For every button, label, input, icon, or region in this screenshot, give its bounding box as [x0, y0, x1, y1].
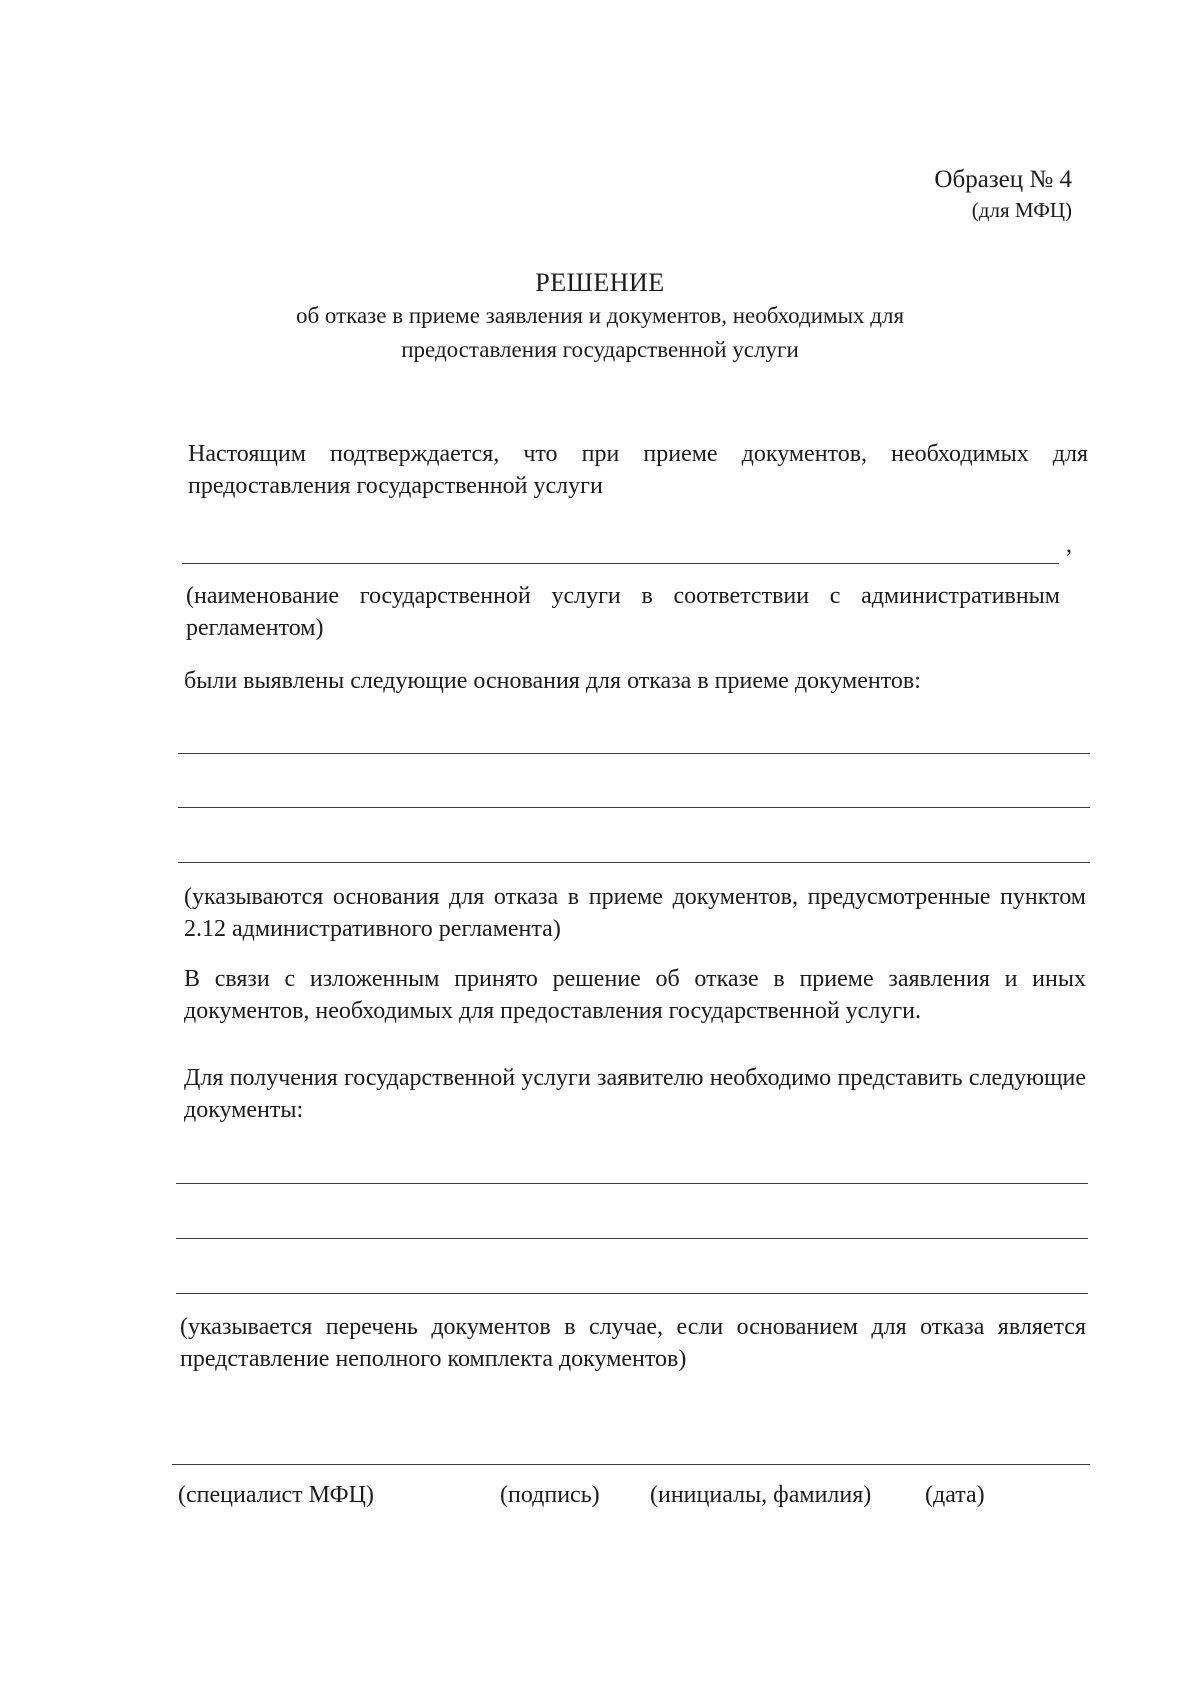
service-comma: , [1066, 532, 1072, 558]
grounds-line-1[interactable] [178, 753, 1090, 754]
service-name-line[interactable] [182, 563, 1059, 564]
grounds-intro: были выявлены следующие основания для отказа в приеме документов: [184, 668, 921, 694]
documents-line-1[interactable] [176, 1183, 1088, 1184]
service-name-hint: (наименование государственной услуги в соответствии с административным регламентом) [186, 583, 1060, 641]
date-caption: (дата) [925, 1482, 985, 1508]
document-title: РЕШЕНИЕ [535, 268, 665, 297]
intro-paragraph: Настоящим подтверждается, что при приеме документов, необходимых для предоставления государственной услуги [188, 441, 1088, 499]
specialist-caption: (специалист МФЦ) [178, 1482, 374, 1508]
grounds-line-2[interactable] [178, 807, 1090, 808]
initials-caption: (инициалы, фамилия) [650, 1482, 872, 1508]
document-subtitle-line2: предоставления государственной услуги [401, 337, 799, 362]
signature-caption: (подпись) [500, 1482, 600, 1508]
documents-hint: (указывается перечень документов в случае, если основанием для отказа является представление неполного комплекта документов) [180, 1314, 1086, 1372]
required-documents-paragraph: Для получения государственной услуги заявителю необходимо представить следующие документы: [184, 1065, 1086, 1123]
sample-note: (для МФЦ) [971, 198, 1072, 222]
grounds-hint: (указываются основания для отказа в приеме документов, предусмотренные пунктом 2.12 административного регламента) [184, 884, 1086, 942]
sample-number: Образец № 4 [934, 166, 1072, 193]
documents-line-3[interactable] [176, 1293, 1088, 1294]
signature-line[interactable] [172, 1464, 1090, 1465]
documents-line-2[interactable] [176, 1238, 1088, 1239]
grounds-line-3[interactable] [178, 862, 1090, 863]
document-subtitle-line1: об отказе в приеме заявления и документов, необходимых для [295, 303, 905, 328]
decision-paragraph: В связи с изложенным принято решение об отказе в приеме заявления и иных документов, необходимых для предоставления государственной услуги. [184, 966, 1086, 1024]
